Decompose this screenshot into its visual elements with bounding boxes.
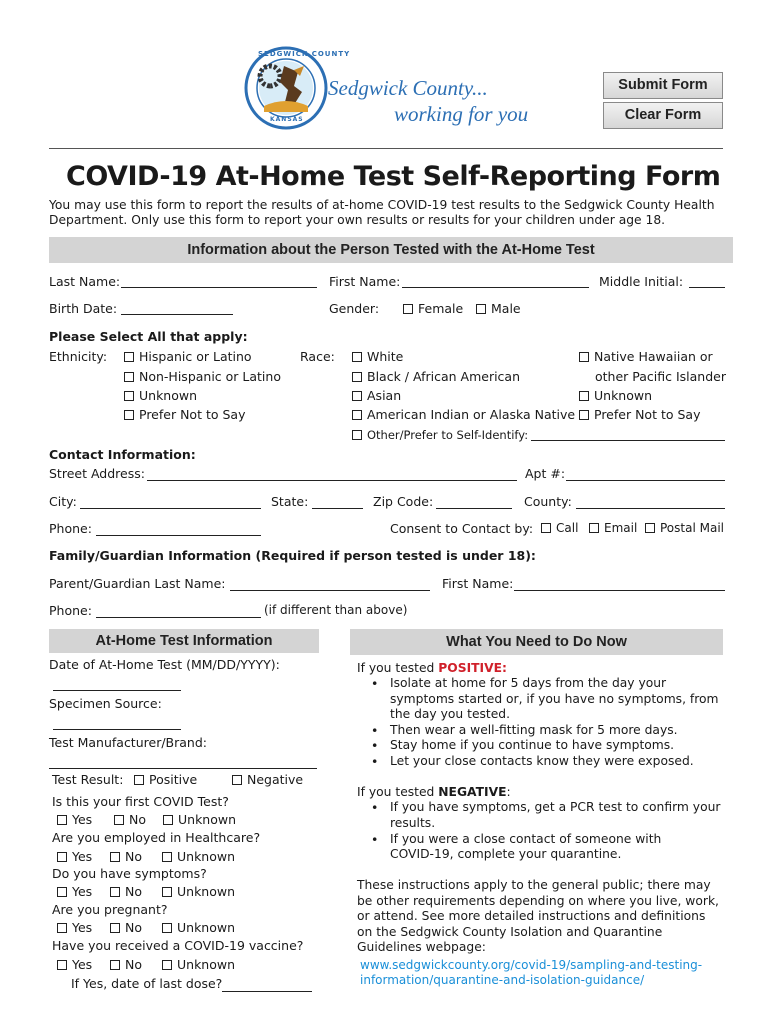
guardian-heading: Family/Guardian Information (Required if person tested is under 18): — [49, 548, 536, 563]
option-label: No — [125, 884, 142, 899]
ethnicity-option[interactable] — [124, 407, 245, 422]
checkbox-icon[interactable] — [114, 815, 124, 825]
contact-heading: Contact Information: — [49, 447, 196, 462]
consent-label: Consent to Contact by: — [390, 521, 534, 536]
answer-option[interactable] — [57, 957, 92, 972]
footer-line: on the Sedgwick County Isolation and Quarantine — [357, 925, 663, 939]
question-label: Have you received a COVID-19 vaccine? — [52, 938, 304, 953]
checkbox-icon[interactable] — [541, 523, 551, 533]
ethnicity-option[interactable] — [124, 369, 281, 384]
middle-initial-label: Middle Initial: — [599, 274, 684, 289]
positive-bullet-text: the day you tested. — [390, 707, 511, 721]
option-label: Unknown — [177, 884, 236, 899]
specimen-source-field[interactable] — [53, 729, 181, 730]
race-option[interactable] — [352, 427, 528, 442]
ethnicity-option[interactable] — [124, 349, 252, 364]
race-option[interactable] — [579, 388, 652, 403]
checkbox-icon[interactable] — [352, 410, 362, 420]
seal-text-top: SEDGWICK COUNTY — [258, 50, 351, 58]
last-name-field[interactable] — [121, 287, 317, 288]
negative-intro-text: If you tested — [357, 785, 439, 799]
apt-label: Apt #: — [525, 466, 566, 481]
negative-bullet-text: COVID-19, complete your quarantine. — [390, 847, 622, 861]
checkbox-icon[interactable] — [57, 960, 67, 970]
apt-field[interactable] — [566, 480, 725, 481]
clear-form-button[interactable]: Clear Form — [603, 102, 723, 129]
positive-word: POSITIVE: — [438, 661, 507, 675]
checkbox-icon[interactable] — [110, 852, 120, 862]
link-line-1[interactable]: www.sedgwickcounty.org/covid-19/sampling-and-testing- — [360, 958, 703, 972]
bullet-icon: • — [371, 754, 379, 769]
zip-field[interactable] — [436, 508, 512, 509]
person-section-header: Information about the Person Tested with the At-Home Test — [49, 237, 733, 263]
gender-male-label: Male — [491, 301, 521, 316]
guardian-last-name-label: Parent/Guardian Last Name: — [49, 576, 226, 591]
answer-option[interactable] — [162, 884, 235, 899]
birth-date-label: Birth Date: — [49, 301, 118, 316]
answer-option[interactable] — [114, 812, 146, 827]
gender-male-option[interactable] — [476, 301, 521, 316]
checkbox-icon[interactable] — [163, 815, 173, 825]
page-title: COVID-19 At-Home Test Self-Reporting Form — [66, 161, 721, 192]
bullet-icon: • — [371, 723, 379, 738]
checkbox-icon[interactable] — [162, 960, 172, 970]
ethnicity-label: Ethnicity: — [49, 349, 108, 364]
manufacturer-field[interactable] — [49, 768, 317, 769]
negative-intro — [357, 785, 511, 799]
consent-email-option[interactable] — [589, 521, 637, 535]
positive-bullet-text: Isolate at home for 5 days from the day your — [390, 676, 667, 690]
checkbox-icon[interactable] — [403, 304, 413, 314]
checkbox-icon[interactable] — [352, 430, 362, 440]
race-option[interactable] — [352, 388, 401, 403]
test-result-label: Test Result: — [52, 772, 124, 787]
race-option[interactable] — [579, 407, 700, 422]
last-dose-label: If Yes, date of last dose? — [71, 976, 223, 991]
manufacturer-label: Test Manufacturer/Brand: — [49, 735, 207, 750]
state-field[interactable] — [312, 508, 363, 509]
race-option[interactable] — [352, 349, 403, 364]
checkbox-icon[interactable] — [57, 815, 67, 825]
checkbox-icon[interactable] — [352, 372, 362, 382]
bullet-icon: • — [371, 738, 379, 753]
checkbox-icon[interactable] — [110, 923, 120, 933]
middle-initial-field[interactable] — [689, 287, 725, 288]
checkbox-icon[interactable] — [124, 391, 134, 401]
gender-female-option[interactable] — [403, 301, 463, 316]
negative-bullet-text: If you have symptoms, get a PCR test to confirm your — [390, 800, 721, 814]
street-address-label: Street Address: — [49, 466, 145, 481]
footer-line: be other requirements depending on where you live, work, — [357, 894, 719, 908]
phone-field[interactable] — [96, 535, 261, 536]
header-divider — [49, 148, 723, 149]
positive-bullet-text: symptoms started or, if you have no symptoms, from — [390, 692, 719, 706]
option-label: Call — [556, 521, 579, 535]
option-label: Yes — [72, 849, 93, 864]
answer-option[interactable] — [110, 957, 142, 972]
answer-option[interactable] — [162, 957, 235, 972]
option-label: American Indian or Alaska Native — [367, 407, 576, 422]
footer-line: These instructions apply to the general public; there may — [357, 878, 711, 892]
option-label: Unknown — [177, 849, 236, 864]
bullet-icon: • — [371, 676, 379, 691]
bullet-icon: • — [371, 832, 379, 847]
checkbox-icon[interactable] — [57, 923, 67, 933]
checkbox-icon[interactable] — [589, 523, 599, 533]
option-label: Prefer Not to Say — [139, 407, 246, 422]
brand-line-2: working for you — [394, 102, 529, 126]
option-label: Unknown — [594, 388, 653, 403]
checkbox-icon[interactable] — [57, 887, 67, 897]
race-option-continued: other Pacific Islander — [595, 369, 726, 384]
option-label: No — [125, 957, 142, 972]
ethnicity-option[interactable] — [124, 388, 197, 403]
option-label: Yes — [72, 957, 93, 972]
brand-line-1: Sedgwick County... — [328, 76, 488, 100]
option-label: Yes — [72, 884, 93, 899]
guardian-first-name-label: First Name: — [442, 576, 514, 591]
answer-option[interactable] — [163, 812, 236, 827]
positive-intro-text: If you tested — [357, 661, 439, 675]
consent-mail-option[interactable] — [645, 521, 724, 535]
checkbox-icon[interactable] — [352, 352, 362, 362]
option-label: Prefer Not to Say — [594, 407, 701, 422]
test-date-label: Date of At-Home Test (MM/DD/YYYY): — [49, 657, 280, 672]
answer-option[interactable] — [162, 849, 235, 864]
option-label: Non-Hispanic or Latino — [139, 369, 281, 384]
checkbox-icon[interactable] — [579, 352, 589, 362]
option-label: Native Hawaiian or — [594, 349, 713, 364]
seal-text-bottom: KANSAS — [270, 116, 304, 123]
intro-line-2: Department. Only use this form to report your own results or results for your children under age 18. — [49, 213, 666, 227]
option-label: Unknown — [178, 812, 237, 827]
option-label: Yes — [72, 812, 93, 827]
guardian-phone-field[interactable] — [96, 617, 261, 618]
first-name-field[interactable] — [402, 287, 589, 288]
checkbox-icon[interactable] — [162, 887, 172, 897]
gender-label: Gender: — [329, 301, 380, 316]
checkbox-icon[interactable] — [110, 960, 120, 970]
last-name-label: Last Name: — [49, 274, 121, 289]
race-option[interactable] — [352, 407, 575, 422]
intro-line-1: You may use this form to report the results of at-home COVID-19 test results to the Sedgwick County Health — [49, 198, 715, 212]
city-field[interactable] — [80, 508, 261, 509]
option-label: White — [367, 349, 404, 364]
checkbox-icon[interactable] — [232, 775, 242, 785]
race-self-identify-field[interactable] — [531, 440, 725, 441]
checkbox-icon[interactable] — [124, 352, 134, 362]
negative-bullet-text: results. — [390, 816, 436, 830]
option-label: No — [125, 849, 142, 864]
option-label: Hispanic or Latino — [139, 349, 252, 364]
checkbox-icon[interactable] — [124, 410, 134, 420]
select-all-heading: Please Select All that apply: — [49, 329, 248, 344]
answer-option[interactable] — [110, 884, 142, 899]
positive-intro — [357, 661, 507, 675]
county-field[interactable] — [576, 508, 725, 509]
question-label: Do you have symptoms? — [52, 866, 207, 881]
checkbox-icon[interactable] — [110, 887, 120, 897]
county-label: County: — [524, 494, 572, 509]
checkbox-icon[interactable] — [579, 410, 589, 420]
guardian-first-name-field[interactable] — [514, 590, 725, 591]
positive-bullet-text: Then wear a well-fitting mask for 5 more days. — [390, 723, 678, 737]
checkbox-icon[interactable] — [645, 523, 655, 533]
answer-option[interactable] — [57, 884, 92, 899]
option-label: Black / African American — [367, 369, 521, 384]
submit-form-button[interactable]: Submit Form — [603, 72, 723, 99]
answer-option[interactable] — [110, 920, 142, 935]
footer-line: Guidelines webpage: — [357, 940, 486, 954]
option-label: Email — [604, 521, 638, 535]
street-address-field[interactable] — [147, 480, 517, 481]
checkbox-icon[interactable] — [57, 852, 67, 862]
result-negative-option[interactable] — [232, 772, 303, 787]
option-label: Unknown — [177, 920, 236, 935]
city-label: City: — [49, 494, 77, 509]
guardian-last-name-field[interactable] — [230, 590, 430, 591]
answer-option[interactable] — [162, 920, 235, 935]
checkbox-icon[interactable] — [476, 304, 486, 314]
question-label: Is this your first COVID Test? — [52, 794, 229, 809]
checkbox-icon[interactable] — [124, 372, 134, 382]
negative-word: NEGATIVE — [438, 785, 507, 799]
first-name-label: First Name: — [329, 274, 401, 289]
option-label: Postal Mail — [660, 521, 724, 535]
negative-colon: : — [506, 785, 511, 799]
guardian-phone-label: Phone: — [49, 603, 92, 618]
checkbox-icon[interactable] — [579, 391, 589, 401]
question-label: Are you employed in Healthcare? — [52, 830, 261, 845]
option-label: No — [125, 920, 142, 935]
test-date-field[interactable] — [53, 690, 181, 691]
result-positive-option[interactable] — [134, 772, 197, 787]
option-label: Asian — [367, 388, 402, 403]
option-label: Unknown — [139, 388, 198, 403]
guardian-phone-note: (if different than above) — [264, 603, 408, 617]
link-line-2[interactable]: information/quarantine-and-isolation-guidance/ — [360, 973, 645, 987]
last-dose-field[interactable] — [222, 991, 312, 992]
answer-option[interactable] — [57, 812, 92, 827]
guidance-link[interactable] — [360, 958, 702, 987]
birth-date-field[interactable] — [121, 314, 233, 315]
consent-call-option[interactable] — [541, 521, 578, 535]
answer-option[interactable] — [57, 849, 92, 864]
zip-label: Zip Code: — [373, 494, 434, 509]
option-label: Positive — [149, 772, 198, 787]
positive-bullet-text: Let your close contacts know they were exposed. — [390, 754, 694, 768]
guidance-section-header: What You Need to Do Now — [350, 629, 723, 655]
specimen-source-label: Specimen Source: — [49, 696, 162, 711]
bullet-icon: • — [371, 800, 379, 815]
answer-option[interactable] — [57, 920, 92, 935]
option-label: No — [129, 812, 146, 827]
checkbox-icon[interactable] — [134, 775, 144, 785]
question-label: Are you pregnant? — [52, 902, 168, 917]
race-option[interactable] — [579, 349, 713, 364]
checkbox-icon[interactable] — [352, 391, 362, 401]
phone-label: Phone: — [49, 521, 92, 536]
race-label: Race: — [300, 349, 335, 364]
footer-line: or attend. See more detailed instructions and definitions — [357, 909, 706, 923]
gender-female-label: Female — [418, 301, 464, 316]
checkbox-icon[interactable] — [162, 852, 172, 862]
checkbox-icon[interactable] — [162, 923, 172, 933]
positive-bullet-text: Stay home if you continue to have symptoms. — [390, 738, 675, 752]
option-label: Unknown — [177, 957, 236, 972]
option-label: Negative — [247, 772, 304, 787]
option-label: Other/Prefer to Self-Identify: — [367, 428, 529, 442]
state-label: State: — [271, 494, 309, 509]
option-label: Yes — [72, 920, 93, 935]
answer-option[interactable] — [110, 849, 142, 864]
test-section-header: At-Home Test Information — [49, 629, 319, 653]
race-option[interactable] — [352, 369, 520, 384]
negative-bullet-text: If you were a close contact of someone with — [390, 832, 662, 846]
